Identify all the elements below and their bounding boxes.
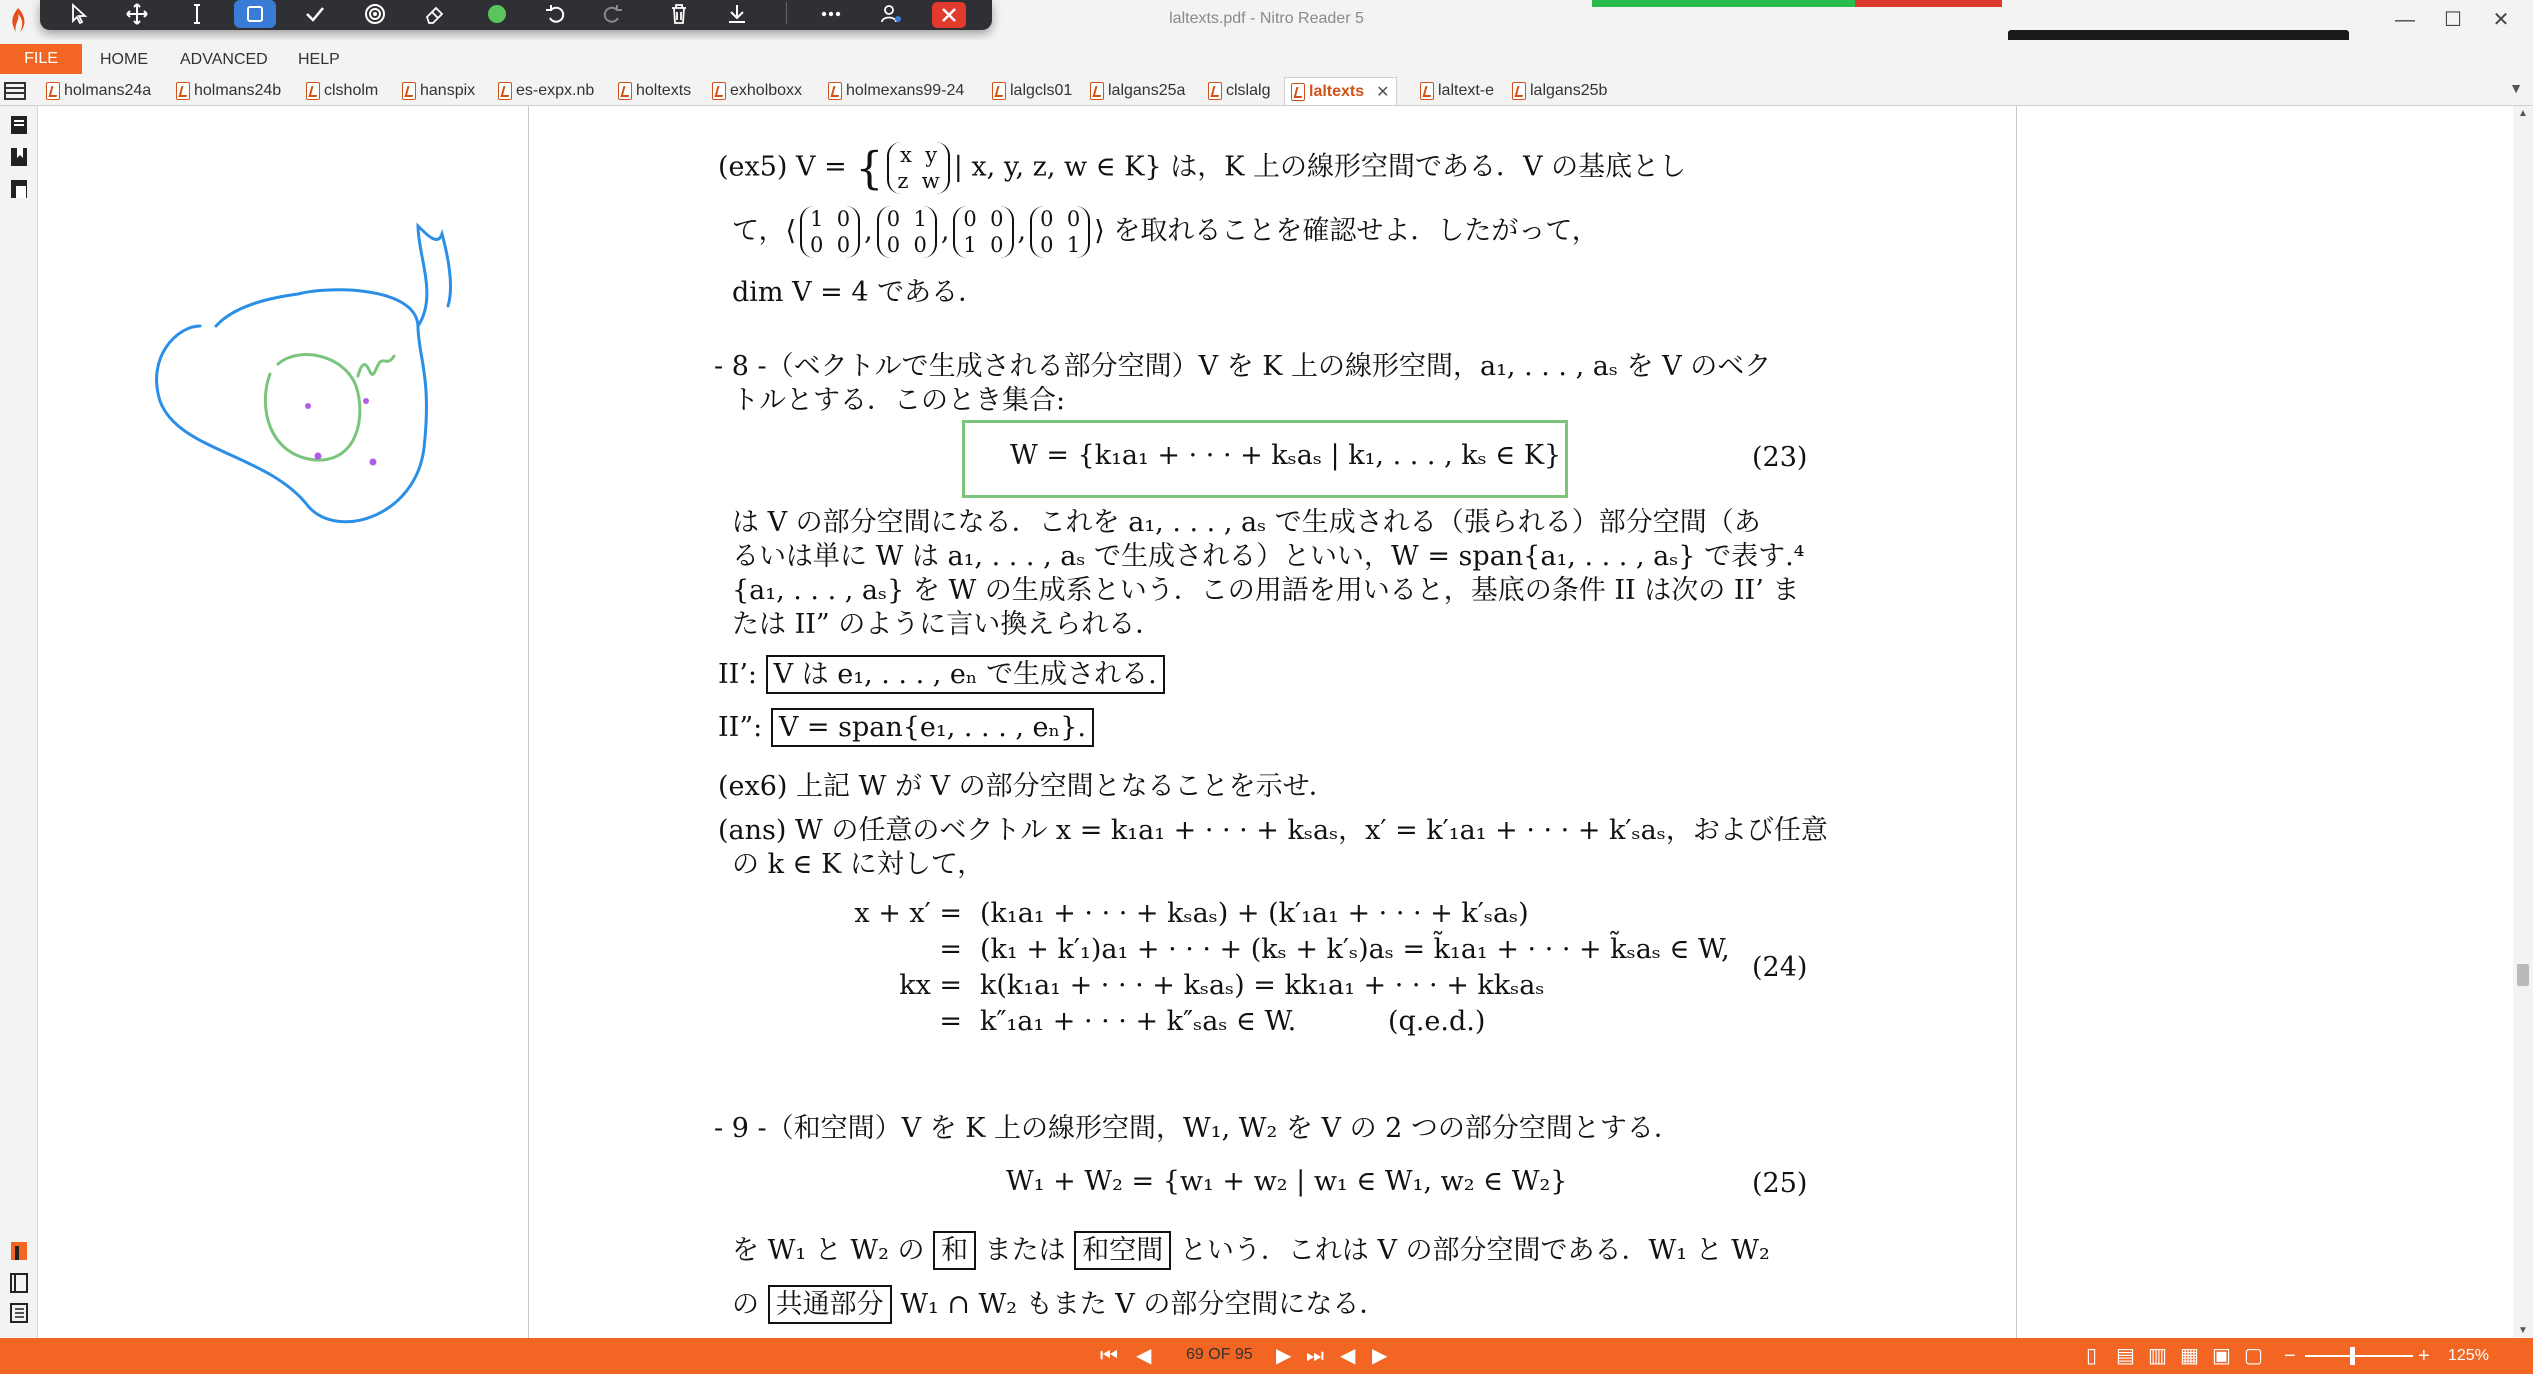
- doc-tab-lalgcls01[interactable]: lalgcls01: [992, 80, 1072, 102]
- pdf-file-icon: [498, 82, 512, 100]
- doc-tab-hanspix[interactable]: hanspix: [402, 80, 475, 102]
- panel-toggle-icon[interactable]: [4, 80, 26, 102]
- select-pointer-icon[interactable]: [58, 0, 100, 28]
- more-options-icon[interactable]: [810, 0, 852, 28]
- brace-open: {: [855, 143, 884, 195]
- equation-23: W = {k₁a₁ + · · · + kₛaₛ | k₁, . . . , kₛ ∈ K}: [1010, 440, 1562, 471]
- output-panel-icon[interactable]: [8, 1302, 30, 1324]
- paragraph-line-1: は V の部分空間になる．これを a₁, . . . , aₛ で生成される（張られる）部分空間（あ: [732, 507, 1761, 538]
- page-number-indicator[interactable]: 69 OF 95: [1186, 1346, 1253, 1363]
- pdf-file-icon: [306, 82, 320, 100]
- ribbon-tabs: [0, 40, 2533, 74]
- text-cursor-icon[interactable]: [176, 0, 218, 28]
- close-button[interactable]: ✕: [2492, 9, 2510, 31]
- paragraph-line-2: るいは単に W は a₁, . . . , aₛ で生成される）といい，W = span{a₁, . . . , aₛ} で表す.⁴: [732, 541, 1805, 572]
- redo-icon[interactable]: [592, 0, 634, 28]
- doc-tab-holmans24a[interactable]: holmans24a: [46, 80, 151, 102]
- status-bar: [0, 1338, 2533, 1374]
- eraser-icon[interactable]: [414, 0, 456, 28]
- eq24-rhs-1: (k₁a₁ + · · · + kₛaₛ) + (k′₁a₁ + · · · + k′ₛaₛ): [980, 898, 1529, 929]
- zoom-in-icon[interactable]: +: [2418, 1345, 2430, 1367]
- tab-advanced[interactable]: ADVANCED: [180, 51, 268, 68]
- pdf-file-icon: [176, 82, 190, 100]
- answer-line-1: (ans) W の任意のベクトル x = k₁a₁ + · · · + kₛaₛ，x′ = k′₁a₁ + · · · + k′ₛaₛ，および任意: [718, 815, 1828, 846]
- eq24-rhs-3: k(k₁a₁ + · · · + kₛaₛ) = kk₁a₁ + · · · + kkₛaₛ: [980, 970, 1545, 1001]
- condition-ii-double-prime: II”: V = span{e₁, . . . , eₙ}.: [718, 712, 1094, 743]
- ex5-conclusion: dim V = 4 である．: [732, 277, 986, 308]
- basis-matrix-e11: 1 0 0 0: [800, 206, 860, 258]
- page-edge-right: [2016, 106, 2017, 1338]
- tab-home[interactable]: HOME: [100, 51, 148, 68]
- zoom-slider[interactable]: [2305, 1355, 2413, 1357]
- fit-page-icon[interactable]: ▢: [2244, 1345, 2263, 1367]
- bookmarks-panel-icon[interactable]: [8, 146, 30, 168]
- equation-number-23: (23): [1752, 442, 1808, 473]
- doc-tab-laltext-e[interactable]: laltext-e: [1420, 80, 1494, 102]
- doc-tab-clslalg[interactable]: clslalg: [1208, 80, 1270, 102]
- maximize-button[interactable]: ☐: [2444, 9, 2462, 31]
- continuous-view-icon[interactable]: ▤: [2116, 1345, 2135, 1367]
- pdf-file-icon: [1090, 82, 1104, 100]
- pdf-file-icon: [618, 82, 632, 100]
- doc-tab-holtexts[interactable]: holtexts: [618, 80, 691, 102]
- pdf-file-icon: [828, 82, 842, 100]
- vertical-scrollbar[interactable]: [2513, 106, 2533, 1338]
- floating-annotation-toolbar: [40, 0, 992, 30]
- doc-tab-lalgans25b[interactable]: lalgans25b: [1512, 80, 1607, 102]
- tab-help[interactable]: HELP: [298, 51, 340, 68]
- next-view-icon[interactable]: ▶: [1372, 1345, 1388, 1367]
- window-title: laltexts.pdf - Nitro Reader 5: [1169, 10, 1364, 27]
- highlighter-radial-icon[interactable]: [354, 0, 396, 28]
- scroll-up-arrow-icon[interactable]: ▲: [2518, 108, 2528, 119]
- term-box-sum-space: 和空間: [1074, 1231, 1171, 1270]
- condition-ii-prime: II’: V は e₁, . . . , eₙ で生成される.: [718, 652, 1165, 691]
- qed-mark: (q.e.d.): [1388, 1006, 1486, 1037]
- basis-matrix-e22: 0 0 0 1: [1030, 206, 1090, 258]
- doc-tab-es-expx[interactable]: es-expx.nb: [498, 80, 594, 102]
- undo-icon[interactable]: [534, 0, 576, 28]
- equation-25: W₁ + W₂ = {w₁ + w₂ | w₁ ∈ W₁, w₂ ∈ W₂}: [1006, 1166, 1568, 1197]
- document-tab-strip: [0, 74, 2533, 106]
- left-panel-rail: [0, 106, 38, 1338]
- doc-tab-holmans24b[interactable]: holmans24b: [176, 80, 281, 102]
- term-box-intersection: 共通部分: [768, 1285, 892, 1324]
- pdf-file-icon: [992, 82, 1006, 100]
- call-presence-indicator: [1592, 0, 2002, 7]
- section-9-heading: - 9 -（和空間）V を K 上の線形空間，W₁, W₂ を V の 2 つの部分空間とする．: [714, 1113, 1681, 1144]
- pdf-file-icon: [402, 82, 416, 100]
- doc-tab-lalgans25a[interactable]: lalgans25a: [1090, 80, 1185, 102]
- doc-tab-clsholm[interactable]: clsholm: [306, 80, 378, 102]
- previous-page-icon[interactable]: ◀: [1136, 1345, 1152, 1367]
- layers-panel-icon[interactable]: [8, 1272, 30, 1294]
- section-9-line-2: の 共通部分 W₁ ∩ W₂ もまた V の部分空間になる．: [732, 1282, 1386, 1321]
- two-page-view-icon[interactable]: ▥: [2148, 1345, 2167, 1367]
- zoom-level[interactable]: 125%: [2448, 1347, 2489, 1364]
- zoom-slider-thumb[interactable]: [2350, 1347, 2355, 1365]
- last-page-icon[interactable]: ⏭: [1306, 1345, 1324, 1367]
- ex5-statement: (ex5) V = { x y z w | x, y, z, w ∈ K} は，K 上の線形空間である．V の基底とし: [718, 143, 1687, 195]
- condition-ii-double-prime-box: V = span{e₁, . . . , eₙ}.: [771, 708, 1094, 747]
- paragraph-line-3: {a₁, . . . , aₛ} を W の生成系という．この用語を用いると，基底の条件 II は次の II’ ま: [732, 575, 1800, 606]
- comments-panel-icon[interactable]: [8, 1240, 30, 1262]
- doc-tab-holmexans99-24[interactable]: holmexans99-24: [828, 80, 964, 102]
- tab-file[interactable]: FILE: [0, 44, 82, 74]
- first-page-icon[interactable]: ⏮: [1100, 1345, 1118, 1367]
- pen-color-green-icon[interactable]: [476, 0, 518, 28]
- minimize-button[interactable]: —: [2395, 9, 2415, 31]
- eq24-rhs-2: (k₁ + k′₁)a₁ + · · · + (kₛ + k′ₛ)aₛ = k̃₁a₁ + · · · + k̃ₛaₛ ∈ W,: [980, 934, 1730, 965]
- fit-width-icon[interactable]: ▣: [2212, 1345, 2231, 1367]
- share-user-icon[interactable]: [870, 0, 912, 28]
- paragraph-line-4: たは II” のように言い換えられる．: [732, 609, 1163, 640]
- attachments-panel-icon[interactable]: [8, 178, 30, 200]
- document-viewport[interactable]: [38, 106, 2513, 1338]
- eq24-lhs-1: x + x′ =: [854, 898, 962, 929]
- ex5-basis-line: て，⟨ 1 0 0 0 , 0 1 0 0 , 0 0 1 0 , 0 0 0 1 ⟩ を取れることを確認せよ．したがって，: [732, 207, 1599, 257]
- pdf-file-icon: [46, 82, 60, 100]
- equation-number-24: (24): [1752, 952, 1808, 983]
- checkmark-icon[interactable]: [294, 0, 336, 28]
- pdf-file-icon: [1420, 82, 1434, 100]
- ex6-statement: (ex6) 上記 W が V の部分空間となることを示せ．: [718, 771, 1336, 802]
- section-8-heading: - 8 -（ベクトルで生成される部分空間）V を K 上の線形空間，a₁, . . . , aₛ を V のベク: [714, 351, 1772, 382]
- pdf-file-icon: [1512, 82, 1526, 100]
- matrix-xyzw: x y z w: [887, 142, 949, 194]
- download-icon[interactable]: [716, 0, 758, 28]
- doc-tab-laltexts-active[interactable]: laltexts ✕: [1284, 77, 1397, 105]
- pdf-file-icon: [1208, 82, 1222, 100]
- section-9-line-1: を W₁ と W₂ の 和 または 和空間 という．これは V の部分空間である．W₁ と W₂: [732, 1228, 1770, 1267]
- eq24-rhs-4: k″₁a₁ + · · · + k″ₛaₛ ∈ W.: [980, 1006, 1297, 1037]
- single-page-view-icon[interactable]: ▯: [2086, 1345, 2098, 1367]
- scrollbar-thumb[interactable]: [2517, 964, 2529, 986]
- two-page-continuous-icon[interactable]: ▦: [2180, 1345, 2199, 1367]
- condition-ii-prime-box: V は e₁, . . . , eₙ で生成される.: [766, 655, 1165, 694]
- eq24-lhs-2: =: [939, 934, 962, 965]
- basis-matrix-e12: 0 1 0 0: [877, 206, 937, 258]
- term-box-sum: 和: [933, 1231, 976, 1270]
- next-page-icon[interactable]: ▶: [1276, 1345, 1292, 1367]
- move-icon[interactable]: [116, 0, 158, 28]
- previous-view-icon[interactable]: ◀: [1340, 1345, 1356, 1367]
- pdf-file-icon: [1291, 83, 1305, 101]
- eq24-lhs-3: kx =: [899, 970, 962, 1001]
- scroll-down-arrow-icon[interactable]: ▼: [2518, 1325, 2528, 1336]
- trash-icon[interactable]: [658, 0, 700, 28]
- zoom-out-icon[interactable]: −: [2284, 1345, 2296, 1367]
- page-edge-left: [528, 106, 529, 1338]
- freehand-ink-annotation[interactable]: [118, 186, 478, 566]
- eq24-lhs-4: =: [939, 1006, 962, 1037]
- equation-number-25: (25): [1752, 1168, 1808, 1199]
- close-tab-icon[interactable]: ✕: [1376, 83, 1390, 101]
- doc-tab-exholboxx[interactable]: exholboxx: [712, 80, 802, 102]
- section-8-line2: トルとする．このとき集合:: [732, 385, 1066, 416]
- answer-line-2: の k ∈ K に対して，: [732, 849, 985, 880]
- basis-matrix-e21: 0 0 1 0: [953, 206, 1013, 258]
- toolbar-separator: [786, 2, 787, 24]
- pdf-file-icon: [712, 82, 726, 100]
- pages-panel-icon[interactable]: [8, 114, 30, 136]
- tab-list-chevron-down-icon[interactable]: ▼: [2509, 80, 2523, 96]
- close-toolbar-icon[interactable]: [932, 2, 966, 28]
- rectangle-select-icon[interactable]: [234, 0, 276, 28]
